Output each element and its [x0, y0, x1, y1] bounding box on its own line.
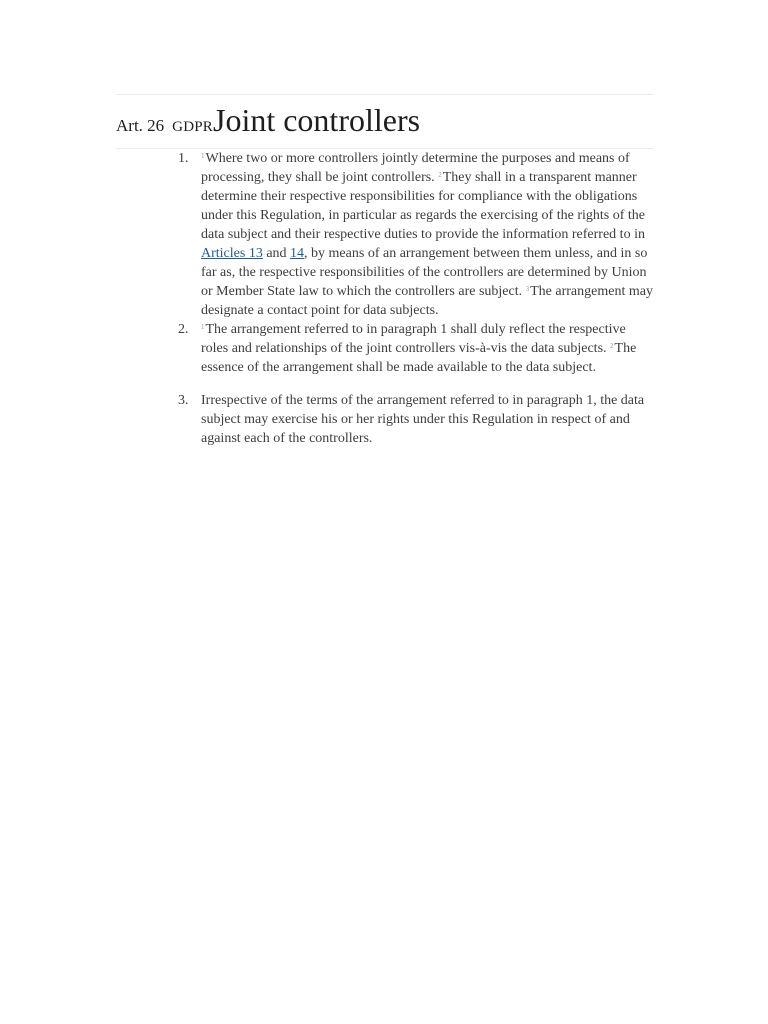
paragraph-number: 3.	[178, 393, 189, 408]
sentence-text: , by means of an arrangement between them unless, and in so far as, the respective responsibilities of the controllers are determined by Union or Member State law to which the controllers are subject.	[201, 246, 648, 299]
article-heading	[116, 102, 420, 139]
paragraph-item	[178, 320, 653, 377]
sentence-text: They shall in a transparent manner determine their respective responsibilities for compliance with the obligations under this Regulation, in particular as regards the exercising of the rights of the data subject and their respective duties to provide the information referred to in	[201, 170, 645, 242]
paragraph-item	[178, 391, 653, 448]
paragraph-number: 1.	[178, 151, 189, 166]
article-number: Art. 26	[116, 116, 165, 135]
article-14-link[interactable]: 14	[290, 246, 305, 261]
sentence-index: 2	[438, 171, 442, 179]
sentence-text: and	[262, 246, 291, 261]
sentence-text: Where two or more controllers jointly determine the purposes and means of processing, they shall be joint controllers.	[201, 151, 630, 185]
sentence-index: 1	[201, 152, 205, 160]
paragraph-list	[116, 149, 653, 448]
sentence-text: The essence of the arrangement shall be made available to the data subject.	[201, 341, 637, 375]
sentence-index: 1	[201, 323, 205, 331]
paragraph-text: Irrespective of the terms of the arrangement referred to in paragraph 1, the data subject may exercise his or her rights under this Regulation in respect of and against each of the controllers.	[201, 393, 645, 446]
sentence-text: The arrangement may designate a contact point for data subjects.	[201, 284, 653, 318]
header-top-divider	[116, 94, 653, 95]
sentence-index: 3	[525, 285, 530, 293]
articles-13-link[interactable]: Articles 13	[201, 246, 263, 261]
sentence-text: The arrangement referred to in paragraph 1 shall duly reflect the respective roles and relationships of the joint controllers vis-à-vis the data subjects.	[201, 322, 626, 356]
sentence-index: 2	[610, 342, 614, 350]
article-law-name: GDPR	[172, 119, 213, 135]
article-title: Joint controllers	[212, 102, 421, 138]
paragraph-number: 2.	[178, 322, 189, 337]
paragraph-item	[178, 149, 653, 320]
